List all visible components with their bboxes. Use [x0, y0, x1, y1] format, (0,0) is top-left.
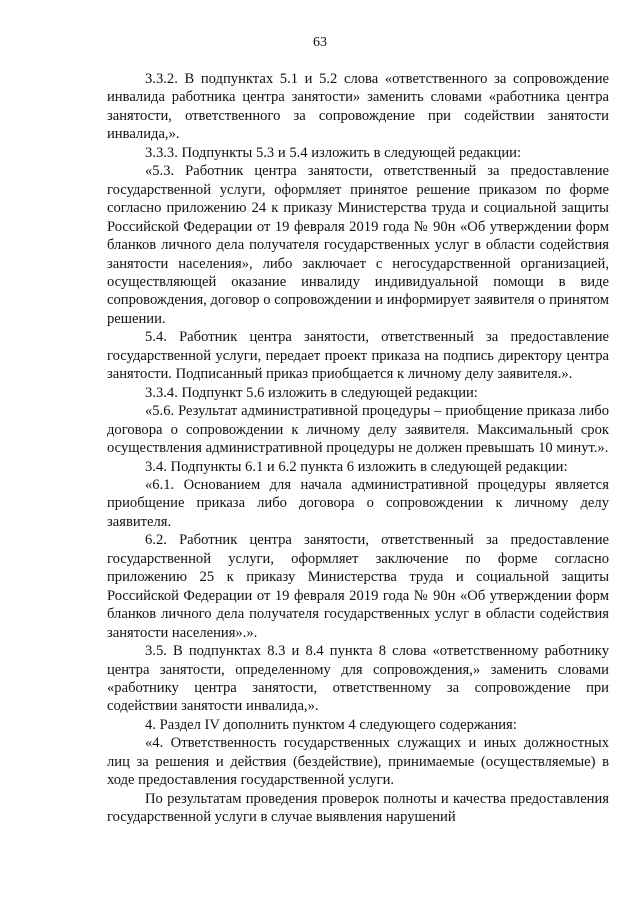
paragraph-3-3-4: 3.3.4. Подпункт 5.6 изложить в следующей редакции:	[145, 384, 478, 401]
paragraph-5-3: «5.3. Работник центра занятости, ответственный за предоставление государственной услуги, оформляет принятое решение приказом по форме согласно приложению 24 к приказу Министерства труда и социальной защиты Российской Федерации от 19 февраля 2019 года № 90н «Об утверждении форм бланков личного дела получателя государственных услуг в области содействия занятости населения», либо заключает с негосударственной организацией, осуществляющей оказание инвалиду индивидуальной помощи в виде сопровождения, договор о сопровождении и информирует заявителя о принятом решении.	[107, 163, 609, 327]
paragraph-inspection-results: По результатам проведения проверок полноты и качества предоставления государственной услуги в случае выявления нарушений	[107, 790, 609, 826]
paragraph-3-3-3: 3.3.3. Подпункты 5.3 и 5.4 изложить в следующей редакции:	[145, 144, 522, 161]
paragraph-4: 4. Раздел IV дополнить пунктом 4 следующего содержания:	[145, 716, 517, 733]
paragraph-5-6: «5.6. Результат административной процедуры – приобщение приказа либо договора о сопровождении к личному делу заявителя. Максимальный срок осуществления административной процедуры не должен превышать 10 минут.».	[107, 403, 609, 457]
paragraph-5-4: 5.4. Работник центра занятости, ответственный за предоставление государственной услуги, передает проект приказа на подпись директору центра занятости. Подписанный приказ приобщается к личному делу заявителя.».	[107, 329, 609, 383]
paragraph-4-responsibility: «4. Ответственность государственных служащих и иных должностных лиц за решения и действия (бездействие), принимаемые (осуществляемые) в ходе предоставления государственной услуги.	[107, 735, 609, 789]
paragraph-3-3-2: 3.3.2. В подпунктах 5.1 и 5.2 слова «ответственного за сопровождение инвалида работника центра занятости» заменить словами «работника центра занятости, ответственного за сопровождение при содействии занятости инвалида,».	[107, 71, 609, 143]
paragraph-3-5: 3.5. В подпунктах 8.3 и 8.4 пункта 8 слова «ответственному работнику центра занятости, определенному для сопровождения,» заменить словами «работнику центра занятости, ответственному за сопровождение при содействии занятости инвалида,».	[107, 643, 609, 715]
paragraph-6-1: «6.1. Основанием для начала административной процедуры является приобщение приказа либо договора о сопровождении к личному делу заявителя.	[107, 476, 609, 530]
paragraph-3-4: 3.4. Подпункты 6.1 и 6.2 пункта 6 изложить в следующей редакции:	[145, 458, 568, 475]
paragraph-6-2: 6.2. Работник центра занятости, ответственный за предоставление государственной услуги, оформляет заключение по форме согласно приложению 25 к приказу Министерства труда и социальной защиты Российской Федерации от 19 февраля 2019 года № 90н «Об утверждении форм бланков личного дела получателя государственных услуг в области содействия занятости населения».».	[107, 532, 609, 641]
page-number: 63	[313, 35, 327, 50]
document-body	[107, 70, 609, 827]
